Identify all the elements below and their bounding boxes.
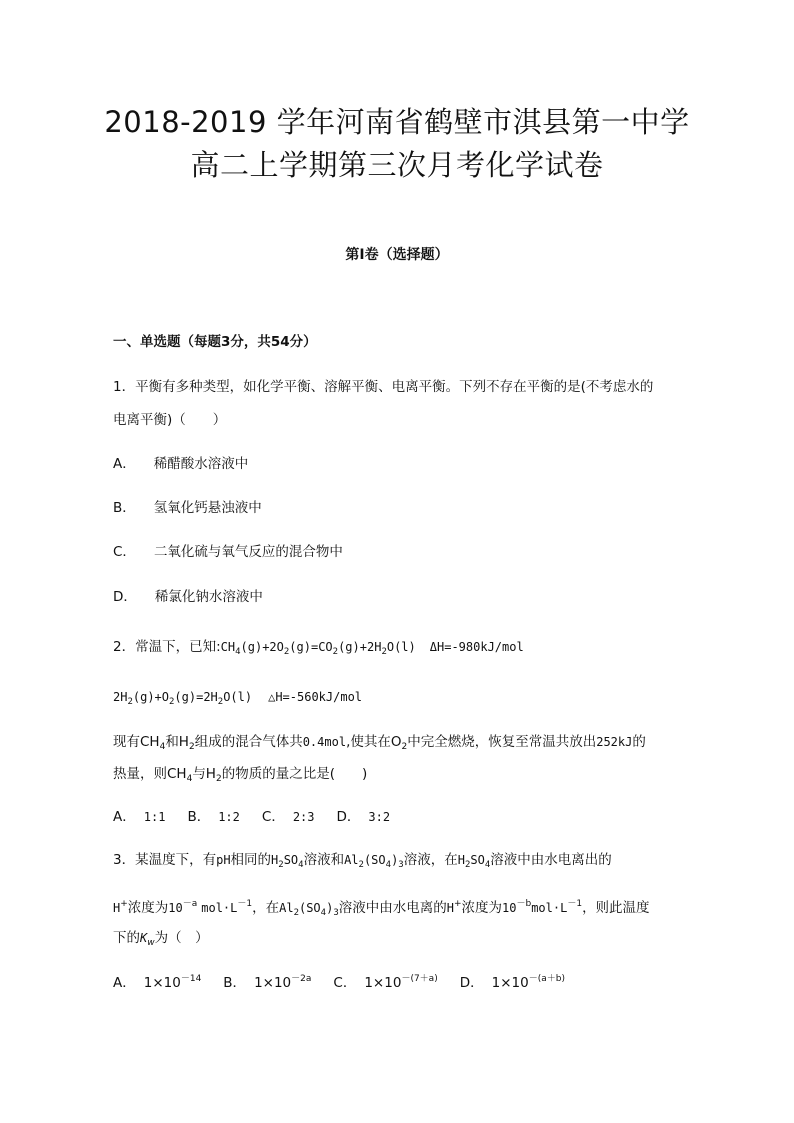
- option-label: A．: [113, 975, 136, 991]
- exam-title-line2: 高二上学期第三次月考化学试卷: [190, 148, 604, 182]
- eq-text: CH: [220, 640, 236, 654]
- eq-sub: 4: [235, 647, 241, 657]
- eq-text: O(l): [386, 640, 416, 654]
- option-text: 1:2: [218, 810, 240, 824]
- option-text: 2:3: [292, 810, 315, 824]
- f-sub: 2: [278, 860, 284, 870]
- q2-equation2: [113, 688, 362, 706]
- body-sub: 2: [401, 742, 408, 752]
- formula-al2so43: [279, 901, 339, 918]
- q1-stem-line1: 1．平衡有多种类型，如化学平衡、溶解平衡、电离平衡。下列不存在平衡的是(不考虑水的: [113, 379, 654, 395]
- f-sub: 3: [333, 908, 339, 918]
- option-base: 1×10: [491, 975, 529, 991]
- option-base: 1×10: [254, 975, 292, 991]
- option-base: 1×10: [143, 975, 181, 991]
- f-text: 10: [168, 901, 183, 915]
- option-label: C．: [333, 975, 357, 991]
- q2-enthalpy1: ΔH=-980kJ/mol: [429, 640, 524, 654]
- option-exponent: －(a＋b): [528, 974, 565, 984]
- option-label: B．: [113, 500, 136, 516]
- option-label: D．: [336, 809, 361, 825]
- eq-text: (g)+2H: [338, 640, 382, 654]
- stem-text: 3．某温度下，有: [113, 852, 217, 868]
- eq-text: (g)+2O: [240, 640, 284, 654]
- q2-body-line1: [113, 733, 646, 751]
- body-value: 252kJ: [596, 735, 633, 749]
- option-label: D．: [113, 589, 137, 605]
- stem-text: 下的: [113, 930, 140, 946]
- f-text: mol·L: [201, 901, 238, 915]
- f-text: Al: [344, 853, 359, 867]
- stem-text: 溶液和: [303, 852, 345, 868]
- option-label: C．: [261, 809, 285, 825]
- option-exponent: －14: [180, 974, 202, 984]
- option-text: 稀醋酸水溶液中: [153, 456, 249, 472]
- eq-text: O(l): [223, 690, 253, 704]
- option-label: D．: [459, 975, 484, 991]
- f-text: ): [391, 853, 399, 867]
- f-text: SO: [470, 853, 485, 867]
- exam-title-line1: 2018-2019 学年河南省鹤壁市淇县第一中学: [104, 105, 690, 139]
- q3-stem-line2: [113, 899, 650, 917]
- f-sub: 4: [484, 860, 491, 870]
- f-text: ): [326, 901, 334, 915]
- f-text: mol·L: [531, 901, 568, 915]
- q2-options: [113, 808, 390, 826]
- f-text: (SO: [298, 901, 321, 915]
- formula-h2so4: [271, 853, 304, 870]
- f-sup: +: [453, 899, 462, 909]
- body-text: 热量，则CH: [113, 766, 187, 782]
- body-text: 的: [632, 734, 646, 750]
- body-sub: 2: [188, 742, 195, 752]
- body-text: 中完全燃烧，恢复至常温共放出: [407, 734, 597, 750]
- part-heading: 一、单选题（每题3分，共54分）: [113, 334, 317, 350]
- stem-text: 浓度为: [127, 900, 169, 916]
- option-base: 1×10: [364, 975, 402, 991]
- body-sub: 4: [186, 774, 193, 784]
- q2-intro: 2．常温下，已知:: [113, 639, 221, 655]
- option-label: C．: [113, 544, 136, 560]
- q3-stem-line1: [113, 851, 612, 869]
- body-text: 与H: [192, 766, 216, 782]
- eq-sub: 2: [169, 697, 175, 707]
- f-text: SO: [283, 853, 299, 867]
- q2-equation1: [220, 640, 416, 657]
- section-title: 第I卷（选择题）: [345, 247, 449, 263]
- stem-text: 浓度为: [461, 900, 503, 916]
- body-text: 组成的混合气体共: [194, 734, 303, 750]
- f-sub: 4: [385, 860, 392, 870]
- stem-text: ，则此温度: [582, 900, 650, 916]
- body-value: 0.4mol: [302, 735, 347, 749]
- eq-text: (g)=CO: [289, 640, 333, 654]
- q1-option-d: [113, 588, 263, 606]
- f-text: (SO: [363, 853, 386, 867]
- f-text: H: [271, 853, 279, 867]
- option-exponent: －2a: [291, 974, 312, 984]
- eq-text: 2H: [113, 690, 128, 704]
- stem-text: 溶液中由水电离出的: [490, 852, 612, 868]
- f-sup: －1: [567, 899, 583, 909]
- q3-stem-line3: [113, 929, 209, 947]
- kw-symbol: K: [140, 931, 148, 945]
- q2-intro-equation1: [113, 638, 524, 656]
- option-text: 稀氯化钠水溶液中: [154, 589, 263, 605]
- q1-option-c: [113, 543, 343, 561]
- eq-sub: 2: [332, 647, 339, 657]
- kw-sub: w: [147, 938, 155, 948]
- stem-text: 溶液中由水电离的: [338, 900, 447, 916]
- f-text: H: [457, 853, 465, 867]
- f-sup: －a: [182, 899, 198, 909]
- f-text: Al: [279, 901, 294, 915]
- option-label: A．: [113, 456, 136, 472]
- f-sup: －b: [516, 899, 532, 909]
- formula-al2so43: [344, 853, 404, 870]
- option-text: 二氧化硫与氧气反应的混合物中: [153, 544, 343, 560]
- q1-option-a: [113, 455, 248, 473]
- f-sub: 2: [293, 908, 299, 918]
- f-text: H: [113, 901, 121, 915]
- eq-sub: 2: [283, 647, 290, 657]
- option-text: 1:1: [143, 810, 166, 824]
- stem-text: 溶液，在: [403, 852, 458, 868]
- f-sub: 3: [398, 860, 404, 870]
- body-text: 和H: [165, 734, 189, 750]
- f-text: 10: [502, 901, 517, 915]
- q2-enthalpy2: △H=-560kJ/mol: [268, 690, 363, 704]
- f-sub: 2: [464, 860, 471, 870]
- eq-text: (g)+O: [132, 690, 169, 704]
- stem-text: 为（ ）: [154, 930, 209, 946]
- q1-option-b: [113, 499, 262, 517]
- option-label: B．: [223, 975, 247, 991]
- body-text: 现有CH: [113, 734, 160, 750]
- body-text: ,使其在O: [346, 734, 402, 750]
- eq-sub: 2: [127, 697, 133, 707]
- stem-text: 相同的: [230, 852, 272, 868]
- body-sub: 2: [215, 774, 222, 784]
- eq-sub: 2: [381, 647, 387, 657]
- stem-text: pH: [216, 853, 231, 867]
- body-sub: 4: [159, 742, 166, 752]
- f-sup: +: [120, 899, 128, 909]
- option-exponent: －(7＋a): [401, 974, 438, 984]
- eq-sub: 2: [217, 697, 224, 707]
- q2-body-line2: [113, 765, 367, 783]
- stem-text: ，在: [252, 900, 280, 916]
- body-text: 的物质的量之比是( ): [221, 766, 368, 782]
- formula-h2so4: [457, 853, 491, 870]
- option-text: 氢氧化钙悬浊液中: [153, 500, 262, 516]
- f-text: H: [446, 901, 454, 915]
- f-sub: 4: [320, 908, 327, 918]
- option-label: A．: [113, 809, 136, 825]
- f-sub: 4: [298, 860, 304, 870]
- q1-stem-line2: 电离平衡)（ ）: [113, 412, 227, 428]
- q3-options: [113, 974, 565, 992]
- f-sub: 2: [358, 860, 364, 870]
- option-text: 3:2: [368, 810, 391, 824]
- option-label: B．: [187, 809, 211, 825]
- f-sup: －1: [237, 899, 253, 909]
- eq-text: (g)=2H: [174, 690, 218, 704]
